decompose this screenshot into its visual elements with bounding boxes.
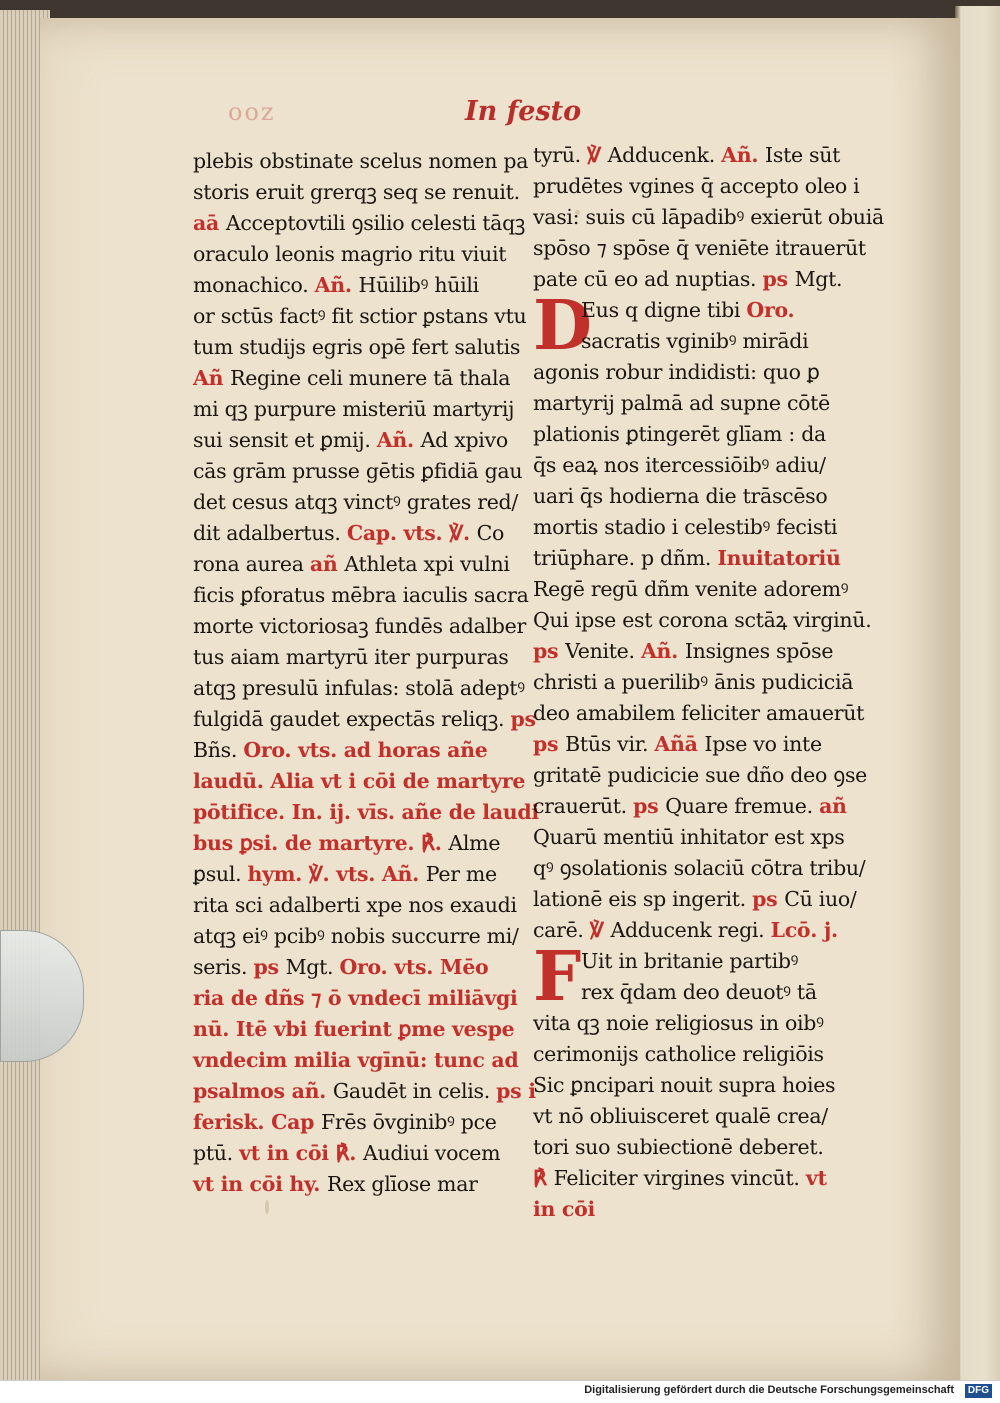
text-line xyxy=(533,202,884,233)
footer-bar xyxy=(0,1380,1000,1403)
text-line xyxy=(193,766,526,797)
rubric-text: Oro. xyxy=(746,298,795,322)
body-text: vasi: suis cū lāpadibꝰ exierūt obuiā xyxy=(533,205,884,229)
text-line xyxy=(533,171,860,202)
text-line xyxy=(193,983,523,1014)
body-text: martyrij palmā ad supne cōtē xyxy=(533,391,830,415)
rubric-text: laudū. Alia vt i cōi de martyre xyxy=(193,769,526,793)
body-text: Rex glīose mar xyxy=(326,1172,478,1196)
body-text: fulgidā gaudet expectās reliqꝫ. xyxy=(193,707,511,731)
body-text: Cū iuo/ xyxy=(784,887,857,911)
body-text: gritatē pudicicie sue dño deo ꝯse xyxy=(533,763,868,787)
decorated-initial: F xyxy=(533,937,582,1017)
rubric-text: vndecim milia vgīnū: tunc ad xyxy=(193,1048,519,1072)
text-line xyxy=(193,301,527,332)
text-line xyxy=(533,760,868,791)
body-text: Hūilibꝰ hūili xyxy=(358,273,479,297)
body-text: Per me xyxy=(425,862,497,886)
rubric-text: ℣ xyxy=(587,143,608,167)
rubric-text: añ xyxy=(309,552,345,576)
body-text: tori suo subiectionē deberet. xyxy=(533,1135,824,1159)
text-line xyxy=(193,456,523,487)
text-line xyxy=(193,580,529,611)
text-line xyxy=(193,518,523,549)
text-line xyxy=(533,1194,853,1225)
body-text: ficis ꝑforatus mēbra iaculis sacra xyxy=(193,583,529,607)
body-text: uari q̄s hodierna die trāscēso xyxy=(533,484,828,508)
text-line xyxy=(533,140,853,171)
body-text: Audiui vocem xyxy=(362,1141,501,1165)
text-line xyxy=(193,270,523,301)
text-line xyxy=(193,239,523,270)
rubric-text: Añ. xyxy=(376,428,421,452)
rubric-text: ps xyxy=(533,639,566,663)
rubric-text: Cap. vts. ℣. xyxy=(346,521,477,545)
body-text: lationē eis sp ingerit. xyxy=(533,887,753,911)
body-text: pate cū eo ad nuptias. xyxy=(533,267,763,291)
rubric-text: ℟ xyxy=(533,1166,554,1190)
rubric-text: ps xyxy=(510,707,536,731)
body-text: Insignes spōse xyxy=(684,639,834,663)
rubric-text: ps xyxy=(633,794,666,818)
initial-block-1 xyxy=(533,286,853,366)
body-text: Mgt. xyxy=(285,955,340,979)
text-line xyxy=(533,450,853,481)
rubric-text: Oro. vts. Mēo xyxy=(339,955,489,979)
rubric-text: ps i xyxy=(496,1079,536,1103)
body-text: Athleta xpi vulni xyxy=(344,552,510,576)
rubric-text: Inuitatoriū xyxy=(717,546,841,570)
text-line xyxy=(533,698,865,729)
rubric-text: Añ. xyxy=(721,143,766,167)
body-text: Co xyxy=(476,521,505,545)
body-text: sui sensit et ꝑmij. xyxy=(193,428,377,452)
body-text: tum studijs egris opē fert salutis xyxy=(193,335,521,359)
rubric-text: aā xyxy=(193,211,226,235)
rubric-text: vt xyxy=(805,1166,827,1190)
body-text: Quare fremue. xyxy=(665,794,820,818)
rubric-text: Añ xyxy=(193,366,231,390)
rubric-text: ps xyxy=(533,732,566,756)
text-line xyxy=(193,797,539,828)
body-text: rex q̄dam deo deuotꝰ tā xyxy=(581,980,817,1004)
initial-1-lines xyxy=(533,286,853,366)
body-text: Adducenk. xyxy=(607,143,722,167)
body-text: Frēs ōvginibꝰ pce xyxy=(320,1110,497,1134)
text-line xyxy=(533,977,853,1008)
rubric-text: psalmos añ. xyxy=(193,1079,333,1103)
text-line xyxy=(533,946,853,977)
initial-2-lines xyxy=(533,937,853,1017)
text-line xyxy=(533,1070,853,1101)
text-line xyxy=(533,1008,853,1039)
rubric-text: Oro. vts. ad horas añe xyxy=(243,738,488,762)
text-line xyxy=(193,332,523,363)
facing-page-edge xyxy=(955,6,1000,1380)
body-text: Regine celi munere tā thala xyxy=(230,366,511,390)
text-line xyxy=(193,363,523,394)
text-line xyxy=(533,915,853,946)
body-text: triūphare. p dñm. xyxy=(533,546,718,570)
body-text: oraculo leonis magrio ritu viuit xyxy=(193,242,507,266)
body-text: Bñs. xyxy=(193,738,244,762)
right-column-bottom xyxy=(533,1008,853,1225)
body-text: seris. xyxy=(193,955,254,979)
body-text: cās grām prusse gētis ꝑfidiā gau xyxy=(193,459,523,483)
dfg-logo: DFG xyxy=(965,1384,992,1398)
body-text: Ad xpivo xyxy=(420,428,508,452)
text-line xyxy=(193,704,536,735)
rubric-text: Añā xyxy=(654,732,705,756)
text-line xyxy=(193,177,523,208)
body-text: carē. xyxy=(533,918,590,942)
body-text: Acceptovtili ꝯsilio celesti tāqꝫ xyxy=(225,211,526,235)
rubric-text: in cōi xyxy=(533,1197,595,1221)
rubric-text: vt in cōi hy. xyxy=(193,1172,327,1196)
body-text: Alme xyxy=(448,831,501,855)
body-text: Eus q digne tibi xyxy=(581,298,747,322)
body-text: det cesus atqꝫ vinctꝰ grates red/ xyxy=(193,490,518,514)
text-line xyxy=(193,1138,523,1169)
rubric-text: hym. ℣. vts. Añ. xyxy=(247,862,426,886)
text-line xyxy=(193,1014,523,1045)
body-text: or sctūs factꝰ fit sctior ꝑstans vtu xyxy=(193,304,527,328)
right-column-mid xyxy=(533,357,872,946)
text-line xyxy=(533,357,853,388)
text-line xyxy=(193,146,529,177)
rubric-text: Añ. xyxy=(640,639,685,663)
body-text: Quarū mentiū inhitator est xps xyxy=(533,825,845,849)
body-text: Sic ꝑncipari nouit supra hoies xyxy=(533,1073,836,1097)
text-line xyxy=(193,921,523,952)
text-line xyxy=(533,481,853,512)
text-line xyxy=(533,326,853,357)
text-line xyxy=(533,667,853,698)
rubric-text: vt in cōi ℟. xyxy=(239,1141,363,1165)
body-text: storis eruit grerqꝫ seq se renuit. xyxy=(193,180,520,204)
body-text: morte victoriosaꝫ fundēs adalber xyxy=(193,614,526,638)
body-text: ptū. xyxy=(193,1141,240,1165)
body-text: crauerūt. xyxy=(533,794,634,818)
rubric-text: ps xyxy=(253,955,286,979)
funding-credit: Digitalisierung gefördert durch die Deutsche Forschungsgemeinschaft xyxy=(584,1384,954,1396)
text-line xyxy=(533,512,853,543)
text-line xyxy=(193,611,526,642)
text-column-right xyxy=(533,140,884,1225)
body-text: Btūs vir. xyxy=(565,732,655,756)
text-line xyxy=(533,791,853,822)
text-line xyxy=(193,208,526,239)
body-text: prudētes vgines q̄ accepto oleo i xyxy=(533,174,860,198)
body-text: agonis robur indidisti: quo ꝑ xyxy=(533,360,820,384)
body-text: deo amabilem feliciter amauerūt xyxy=(533,701,865,725)
body-text: atqꝫ presulū infulas: stolā adeptꝰ xyxy=(193,676,525,700)
body-text: vita qꝫ noie religiosus in oibꝰ xyxy=(533,1011,824,1035)
text-line xyxy=(533,574,853,605)
bleed-through-text: ooz xyxy=(228,98,276,126)
body-text: tyrū. xyxy=(533,143,588,167)
text-line xyxy=(533,264,853,295)
text-line xyxy=(533,729,853,760)
text-line xyxy=(533,295,853,326)
body-text: plationis ꝑtingerēt glīam : da xyxy=(533,422,826,446)
text-line xyxy=(193,394,523,425)
rubric-text: ℣ xyxy=(589,918,611,942)
body-text: qꝰ ꝯsolationis solaciū cōtra tribu/ xyxy=(533,856,866,880)
right-column-top xyxy=(533,140,884,295)
body-text: Iste sūt xyxy=(765,143,841,167)
text-line xyxy=(193,735,523,766)
text-line xyxy=(193,890,523,921)
body-text: mortis stadio i celestibꝰ fecisti xyxy=(533,515,838,539)
rubric-text: ps xyxy=(752,887,785,911)
rubric-text: nū. Itē vbi fuerint ꝑme vespe xyxy=(193,1017,515,1041)
body-text: rona aurea xyxy=(193,552,310,576)
rubric-text: Lcō. j. xyxy=(770,918,838,942)
text-line xyxy=(193,673,523,704)
text-line xyxy=(533,636,853,667)
body-text: mi qꝫ purpure misteriū martyrij xyxy=(193,397,515,421)
text-line xyxy=(193,549,523,580)
body-text: dit adalbertus. xyxy=(193,521,347,545)
text-line xyxy=(533,605,872,636)
body-text: Gaudēt in celis. xyxy=(332,1079,497,1103)
body-text: Regē regū dñm venite adoremꝰ xyxy=(533,577,849,601)
body-text: q̄s eaꝝ nos itercessiōibꝰ adiu/ xyxy=(533,453,826,477)
text-line xyxy=(193,859,523,890)
initial-block-2 xyxy=(533,937,853,1017)
text-column-left xyxy=(193,146,539,1200)
rubric-text: ferisk. Cap xyxy=(193,1110,321,1134)
body-text: plebis obstinate scelus nomen pa xyxy=(193,149,529,173)
text-line xyxy=(533,233,866,264)
decorated-initial: D xyxy=(533,286,592,366)
body-text: tus aiam martyrū iter purpuras xyxy=(193,645,509,669)
text-line xyxy=(193,1045,523,1076)
rubric-text: ps xyxy=(762,267,795,291)
text-line xyxy=(533,1039,853,1070)
text-line xyxy=(193,1169,523,1200)
body-text: vt nō obliuisceret qualē crea/ xyxy=(533,1104,828,1128)
text-line xyxy=(533,1163,853,1194)
paper-mark xyxy=(265,1200,269,1214)
body-text: sacratis vginibꝰ mirādi xyxy=(581,329,809,353)
text-line xyxy=(193,1107,523,1138)
text-line xyxy=(533,1132,853,1163)
body-text: Ipse vo inte xyxy=(704,732,822,756)
text-line xyxy=(193,828,523,859)
text-line xyxy=(193,952,523,983)
rubric-text: pōtifice. In. ij. vīs. añe de laudi xyxy=(193,800,539,824)
body-text: Adducenk regi. xyxy=(610,918,771,942)
rubric-text: Añ. xyxy=(314,273,359,297)
text-line xyxy=(193,487,523,518)
text-line xyxy=(533,543,853,574)
body-text: christi a puerilibꝰ ānis pudiciciā xyxy=(533,670,854,694)
body-text: Uit in britanie partibꝰ xyxy=(581,949,799,973)
text-line xyxy=(193,642,523,673)
body-text: atqꝫ eiꝰ pcibꝰ nobis succurre mi/ xyxy=(193,924,519,948)
rubric-text: añ xyxy=(819,794,847,818)
text-line xyxy=(533,419,853,450)
body-text: cerimonijs catholice religiōis xyxy=(533,1042,824,1066)
rubric-text: bus ꝑsi. de martyre. ℟. xyxy=(193,831,449,855)
text-line xyxy=(533,822,853,853)
body-text: ꝑsul. xyxy=(193,862,248,886)
body-text: monachico. xyxy=(193,273,315,297)
body-text: Mgt. xyxy=(794,267,843,291)
text-line xyxy=(193,1076,536,1107)
text-line xyxy=(533,853,866,884)
text-line xyxy=(193,425,523,456)
rubric-text: ria de dñs ⁊ ō vndecī miliāvgi xyxy=(193,986,518,1010)
body-text: Venite. xyxy=(565,639,641,663)
text-line xyxy=(533,388,853,419)
text-line xyxy=(533,1101,853,1132)
running-head: In festo xyxy=(465,96,582,127)
body-text: rita sci adalberti xpe nos exaudi xyxy=(193,893,517,917)
body-text: Qui ipse est corona sctāꝝ virginū. xyxy=(533,608,872,632)
body-text: Feliciter virgines vincūt. xyxy=(553,1166,806,1190)
body-text: spōso ⁊ spōse q̄ veniēte itrauerūt xyxy=(533,236,866,260)
text-line xyxy=(533,884,857,915)
